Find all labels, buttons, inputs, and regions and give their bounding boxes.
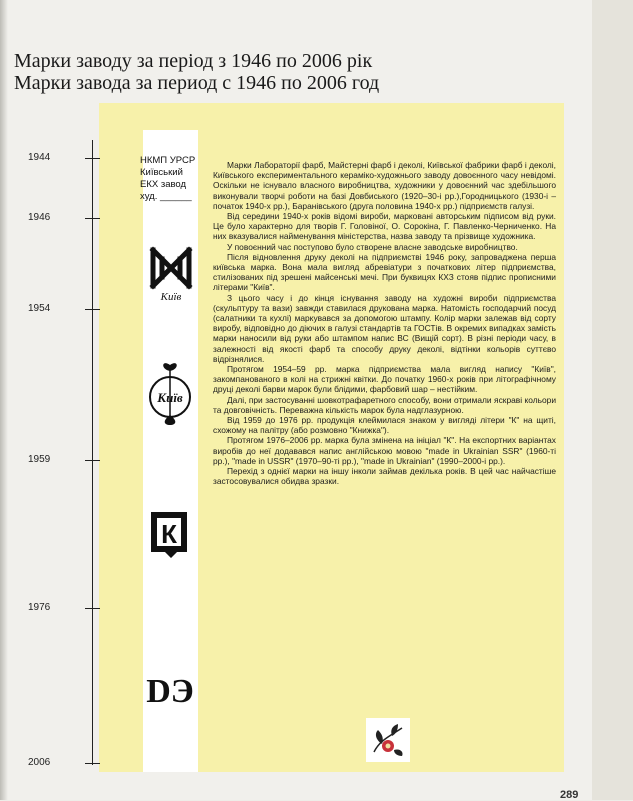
right-margin-tab	[592, 0, 633, 800]
timeline-year: 2006	[28, 757, 51, 768]
k-shield-mark-icon	[147, 508, 195, 560]
timeline-tick	[85, 158, 100, 159]
title-russian: Марки завода за период с 1946 по 2006 год	[14, 72, 380, 94]
timeline-tick	[85, 608, 100, 609]
timeline-year: 1944	[28, 152, 51, 163]
timeline-year: 1959	[28, 454, 51, 465]
paragraph: Після відновлення друку деколі на підприємстві 1946 року, запроваджена перша київська марка. Вона мала вигляд абревіатури з початкових літер підприємства, стилізованих під зрешені майсенські мечі. При буквицях КХЗ стояв підпис прописними літерами "Київ".	[213, 251, 556, 293]
title-ukrainian: Марки заводу за період з 1946 по 2006 рік	[14, 50, 373, 72]
timeline-year: 1946	[28, 212, 51, 223]
paragraph: З цього часу і до кінця існування заводу на художні вироби підприємства (скульптуру та вази) завжди ставилася друкована марка. Натомість господарчий посуд (салатники та кухлі) маркувався за допомогою штампу. Колір марки залежав від сорту виробу, відповідно до діючих в галузі стандартів та ГОСТів. В окремих випадках замість марки наносили від руки або штампом напис ВС (Вищій сорт). В різні періоди часу, в залежності від якості фарб та способу друку деколі, відтінки кольорів суттєво відрізнялися.	[213, 292, 556, 364]
paragraph: Марки Лабораторії фарб, Майстерні фарб і деколі, Київської фабрики фарб і деколі, Київського експериментального керамiко-художнього заводу довоєнного часу невідомі. Оскільки не існувало власного виробництва, художники у довоєнний час здебільшого виконували творчі роботи на базі Довбиського (1920–30-і рр.),Городницького (1930-і – початок 1940-х рр.), Баранівського (друга половина 1940-х рр.) підприємств галузі.	[213, 160, 556, 211]
paragraph: Протягом 1976–2006 рр. марка була змінена на ініціал "К". На експортних варіантах виробів до неї додавався напис англійською мовою "made in Ukrainian SSR" (1960-ті рр.), "made in USSR" (1970–90-ті рр.), "made in Ukrainian" (1990–2000-і рр.).	[213, 435, 556, 466]
svg-text:Київ: Київ	[160, 291, 182, 303]
paragraph: Від середини 1940-х років відомі вироби, марковані авторським підписом від руки. Це було характерно для творів Г. Головіної, О. Сорокіна, Г. Павленко-Черниченко. На них вказувалися найменування міністерства, назва заводу та прізвище художника.	[213, 211, 556, 242]
paragraph: Далі, при застосуванні шовкотрафаретного способу, вони отримали яскраві кольори та довговічність. Переважна кількість марок була надглазурною.	[213, 394, 556, 415]
paragraph: Перехід з однієї марки на іншу інколи займав декілька років. В цей час найчастіше застосовувалися обидва зразки.	[213, 466, 556, 487]
timeline-tick	[85, 763, 100, 764]
svg-text:DЭ: DЭ	[146, 673, 194, 710]
svg-text:К: К	[161, 519, 177, 549]
first-mark-inscription: НКМП УРСР Київський ЕКХ завод худ. ______	[140, 155, 196, 202]
kyiv-1954-mark-icon	[140, 355, 200, 427]
svg-text:Київ: Київ	[157, 390, 183, 405]
k-initial-mark-icon	[142, 668, 198, 710]
timeline-tick	[85, 460, 100, 461]
floral-ornament-icon	[366, 718, 410, 762]
page-gutter-shadow	[0, 0, 8, 800]
timeline-tick	[85, 309, 100, 310]
timeline-axis	[92, 140, 93, 765]
paragraph: Від 1959 до 1976 рр. продукція клеймилася знаком у вигляді літери "К" на щиті, схожому на палітру (або розмовно "Книжка").	[213, 415, 556, 436]
page-title	[14, 50, 594, 94]
timeline-tick	[85, 218, 100, 219]
timeline-year: 1976	[28, 602, 51, 613]
paragraph: Протягом 1954–59 рр. марка підприємства мала вигляд напису "Київ", закомпанованого в колі на стрижні квітки. До початку 1960-х років при літографічному друці деколі барви марок були блідими, фарбовий шар – нестійким.	[213, 364, 556, 395]
paragraph: У повоєнний час поступово було створене власне заводське виробництво.	[227, 241, 518, 252]
page-number: 289	[560, 789, 579, 801]
article-text	[213, 160, 556, 487]
timeline-year: 1954	[28, 303, 51, 314]
kyiv-1946-mark-icon	[143, 242, 199, 304]
